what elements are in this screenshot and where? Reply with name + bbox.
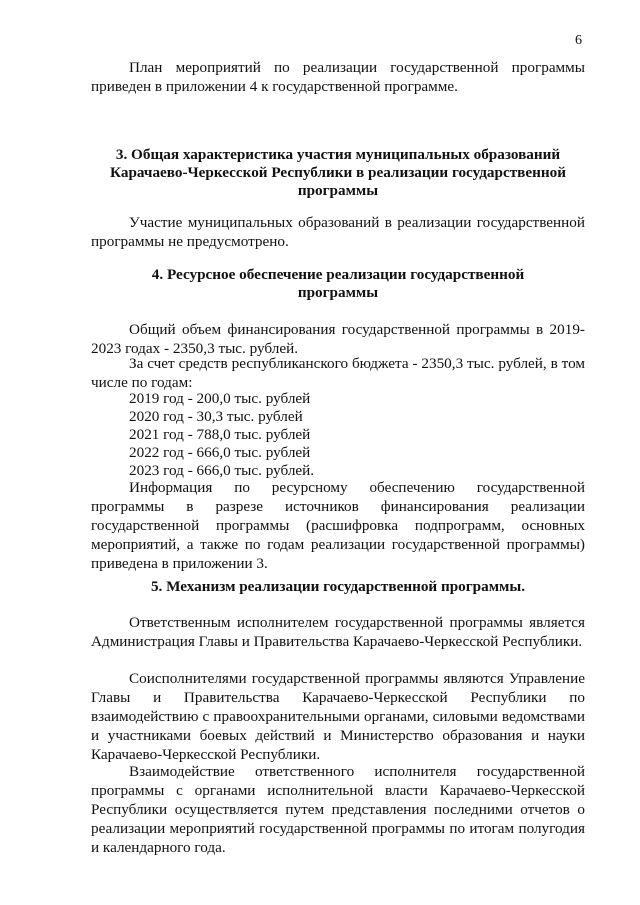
funding-year-item: 2019 год - 200,0 тыс. рублей [129, 390, 311, 407]
page-number: 6 [575, 33, 582, 48]
intro-paragraph: План мероприятий по реализации государственной программы приведен в приложении 4 к государственной программе. [91, 59, 585, 95]
budget-paragraph: За счет средств республиканского бюджета - 2350,3 тыс. рублей, в том числе по годам: [91, 355, 585, 391]
funding-year-item: 2023 год - 666,0 тыс. рублей. [129, 462, 315, 479]
resource-info-paragraph: Информация по ресурсному обеспечению государственной программы в разрезе источников финансирования реализации государственной программы (расшифровка подпрограмм, основных мероприятий, а также по годам реализации государственной программы) приведена в приложении 3. [91, 479, 585, 572]
section-4-heading: 4. Ресурсное обеспечение реализации государственной программы [151, 266, 525, 301]
responsible-executor-paragraph: Ответственным исполнителем государственной программы является Администрация Главы и Правительства Карачаево-Черкесской Республики. [91, 614, 585, 650]
interaction-paragraph: Взаимодействие ответственного исполнителя государственной программы с органами исполнительной власти Карачаево-Черкесской Республики осуществляется путем представления последними отчетов о реализации мероприятий государственной программы по итогам полугодия и календарного года. [91, 763, 585, 856]
section-3-paragraph: Участие муниципальных образований в реализации государственной программы не предусмотрено. [91, 214, 585, 250]
funding-by-year-list [129, 390, 314, 480]
funding-year-item: 2022 год - 666,0 тыс. рублей [129, 444, 311, 461]
section-3-heading: 3. Общая характеристика участия муниципальных образований Карачаево-Черкесской Республики в реализации государственной программы [110, 146, 566, 199]
funding-year-item: 2020 год - 30,3 тыс. рублей [129, 408, 303, 425]
financing-total-paragraph: Общий объем финансирования государственной программы в 2019-2023 годах - 2350,3 тыс. рублей. [91, 321, 585, 357]
section-5-heading: 5. Механизм реализации государственной программы. [150, 578, 526, 595]
co-executors-paragraph: Соисполнителями государственной программы являются Управление Главы и Правительства Карачаево-Черкесской Республики по взаимодействию с правоохранительными органами, силовыми ведомствами и участниками боевых действий и Министерство образования и науки Карачаево-Черкесской Республики. [91, 670, 585, 763]
funding-year-item: 2021 год - 788,0 тыс. рублей [129, 426, 311, 443]
